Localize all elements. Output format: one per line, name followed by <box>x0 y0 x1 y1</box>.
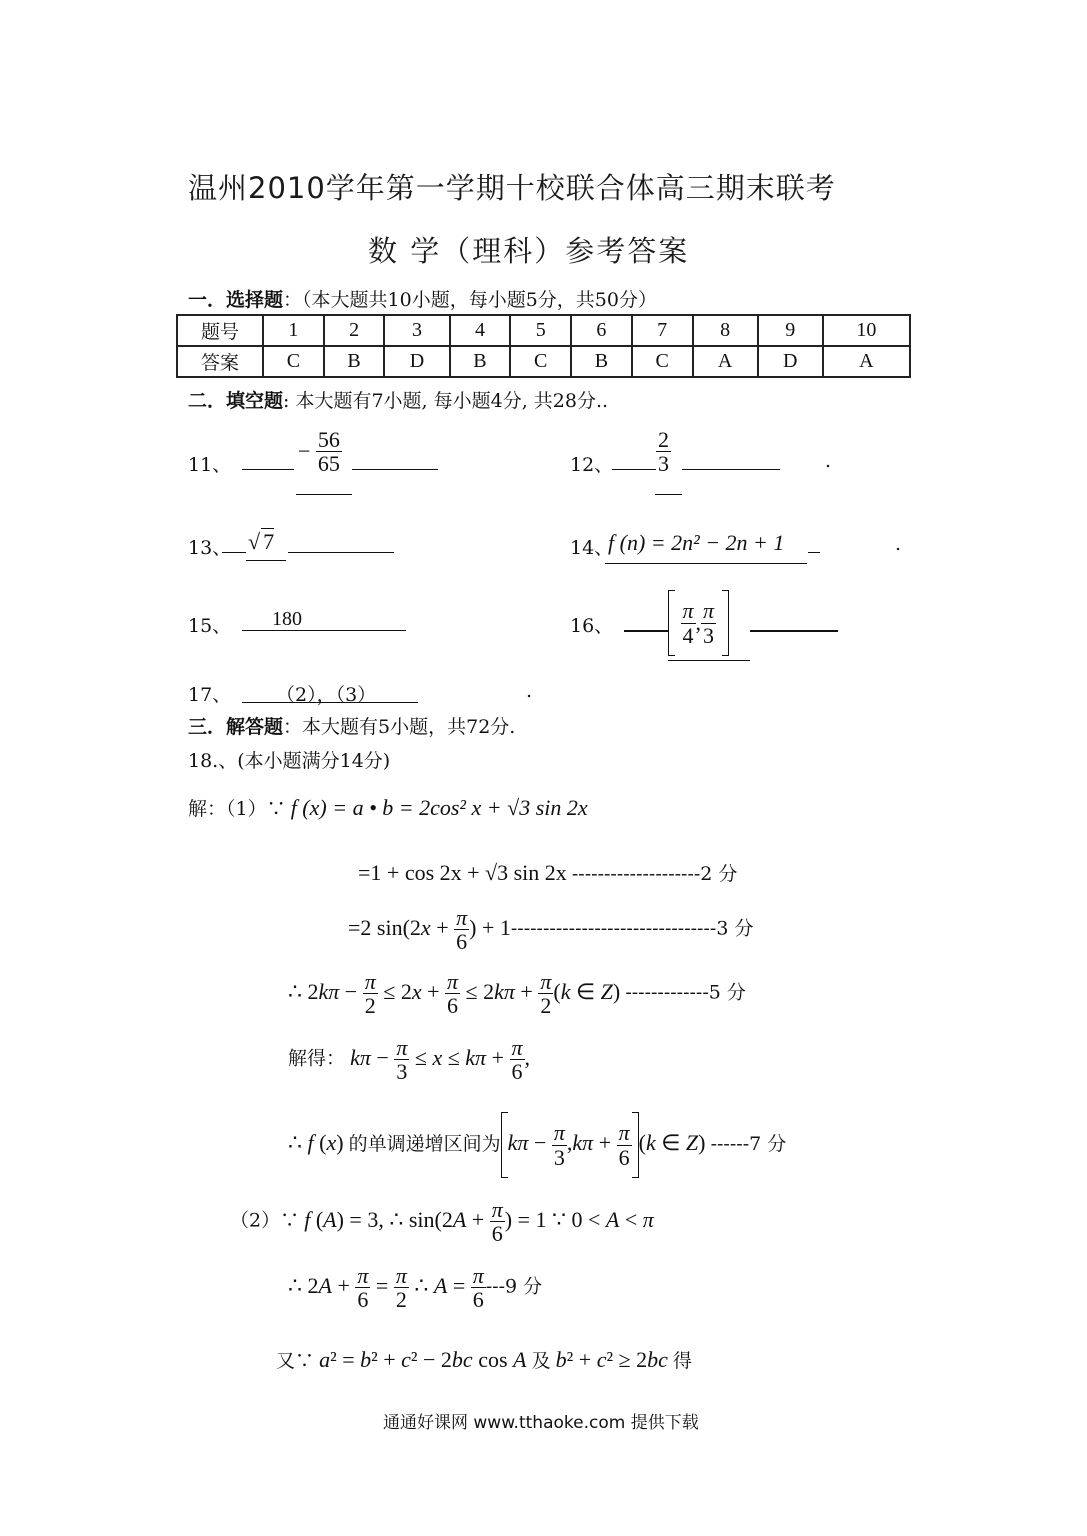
solution-l4-score: -------------5 分 <box>625 981 746 1004</box>
solution-line-3 <box>348 906 753 953</box>
solution-line-2 <box>358 859 737 886</box>
table-cell: 9 <box>758 315 823 346</box>
q12-trail: . <box>825 450 832 472</box>
solution-l6-text: 的单调递增区间为 <box>348 1133 501 1156</box>
q14-underline-right <box>808 552 820 553</box>
q13-underline-under <box>246 560 286 561</box>
section2-note: : 本大题有7小题, 每小题4分, 共28分.. <box>283 390 609 412</box>
q16-underline-under <box>668 660 750 661</box>
q16-underline <box>624 630 668 632</box>
section1-note: ：（本大题共10小题，每小题5分，共50分） <box>283 289 657 311</box>
q11-denominator: 65 <box>317 451 340 477</box>
q16-bracket-right <box>722 590 729 656</box>
q14-underline <box>605 563 807 564</box>
q17-answer: （2），（3） <box>276 684 377 706</box>
solution-l5-prefix: 解得： <box>288 1047 346 1070</box>
q15-answer: 180 <box>272 608 302 630</box>
table-cell: 7 <box>632 315 693 346</box>
q16-a-num: π <box>682 598 694 624</box>
q11-sign: − <box>298 438 311 464</box>
solution-l4-math: ∴ 2kπ − $\frac{\pi}{2}$ ≤ 2x + $\frac{\pi}{6}$ ≤ 2kπ + $\frac{\pi}{2}$ (k ∈ Z) <box>288 969 621 1019</box>
table-cell: 10 <box>823 315 910 346</box>
page-subtitle: 数 学（理科）参考答案 <box>368 234 690 268</box>
table-cell: C <box>263 346 324 377</box>
q11-answer <box>298 428 342 475</box>
q15-number: 15、 <box>188 615 232 637</box>
solution-line-5 <box>288 1036 530 1083</box>
q16-number: 16、 <box>570 615 614 637</box>
solution-l9-end: 得 <box>672 1350 692 1372</box>
q17-underline <box>242 702 418 703</box>
row-label: 答案 <box>177 346 263 377</box>
q12-underline-under <box>655 494 682 495</box>
q13-radicand: 7 <box>263 529 275 554</box>
table-cell: D <box>384 346 449 377</box>
q16-bracket <box>668 590 675 656</box>
sqrt-icon: √ <box>248 529 261 554</box>
q16-frac-b <box>701 599 716 646</box>
solution-l6-lead: ∴ f (x) <box>288 1130 344 1156</box>
table-cell: 8 <box>693 315 758 346</box>
q16-a-den: 4 <box>682 622 694 648</box>
q11-underline-right <box>352 469 438 470</box>
section3-note: ：本大题有5小题，共72分. <box>283 716 516 738</box>
solution-l3-score: --------------------------------3 分 <box>510 917 754 940</box>
solution-line-6 <box>288 1112 786 1178</box>
q13-answer <box>248 528 274 555</box>
solution-l7-math: f (A) = 3, ∴ sin(2A + $\frac{\pi}{6}$ ) = 1 ∵ 0 < A < π <box>304 1197 654 1247</box>
table-row <box>177 346 910 377</box>
solution-l9-math-a: a² = b² + c² − 2bc cos A <box>319 1347 527 1372</box>
table-cell: B <box>324 346 385 377</box>
table-cell: D <box>758 346 823 377</box>
q16-frac-a <box>681 599 696 646</box>
solution-line-8 <box>288 1264 542 1311</box>
section1-heading <box>188 285 657 312</box>
q12-fraction <box>656 428 671 475</box>
row-label: 题号 <box>177 315 263 346</box>
solution-l1-math: f (x) = a • b = 2cos² x + √3 sin 2x <box>290 795 588 820</box>
table-cell: 4 <box>450 315 511 346</box>
q18-header: 18.、(本小题满分14分) <box>188 750 391 772</box>
q16-answer: $\frac{\pi}{4}$ , $\frac{\pi}{3}$ <box>668 590 729 656</box>
q14-answer: f (n) = 2n² − 2n + 1 <box>608 530 785 555</box>
q11-number: 11、 <box>188 454 232 476</box>
q13-underline <box>222 552 246 553</box>
q11-underline <box>242 469 294 470</box>
q16-b-den: 3 <box>703 622 715 648</box>
solution-line-7 <box>230 1198 654 1245</box>
section3-heading <box>188 712 515 739</box>
solution-l5-math: kπ − $\frac{\pi}{3}$ ≤ x ≤ kπ + $\frac{\pi}{6}$ , <box>350 1035 531 1085</box>
table-cell: 6 <box>571 315 632 346</box>
footer-text: 通通好课网 www.tthaoke.com 提供下载 <box>383 1413 699 1433</box>
table-cell: A <box>693 346 758 377</box>
solution-line-4 <box>288 970 746 1017</box>
q11-fraction <box>316 428 342 475</box>
solution-l8-math: ∴ 2A + $\frac{\pi}{6}$ = $\frac{\pi}{2}$ ∴ A = $\frac{\pi}{6}$ <box>288 1263 484 1313</box>
table-cell: B <box>450 346 511 377</box>
solution-l2-score: --------------------2 分 <box>571 863 738 885</box>
q12-underline <box>612 469 656 470</box>
page-title: 温州2010学年第一学期十校联合体高三期末联考 <box>188 171 836 205</box>
table-cell: 1 <box>263 315 324 346</box>
q17-trail: . <box>526 680 533 702</box>
q16-b-num: π <box>703 598 715 624</box>
solution-l7-prefix: （2）∵ <box>230 1209 300 1232</box>
section3-label: 三．解答题 <box>188 716 284 738</box>
table-cell: A <box>823 346 910 377</box>
solution-l6-score: ------7 分 <box>710 1133 787 1156</box>
solution-l1-prefix: 解：（1）∵ <box>188 798 286 820</box>
q11-underline-under <box>296 494 352 495</box>
answer-table <box>176 314 911 378</box>
q13-underline-right <box>288 552 394 553</box>
solution-l2-math: =1 + cos 2x + √3 sin 2x <box>358 860 567 885</box>
solution-l3-math: =2 sin(2x + $\frac{\pi}{6}$ ) + 1 <box>348 905 511 955</box>
solution-line-1 <box>188 794 588 821</box>
table-cell: 5 <box>510 315 571 346</box>
section2-label: 二．填空题 <box>188 390 284 412</box>
q12-answer <box>656 428 671 475</box>
q12-underline-right <box>682 469 780 470</box>
solution-l6-interval: kπ − $\frac{\pi}{3}$ ,kπ + $\frac{\pi}{6}$ (k ∈ Z) <box>501 1130 706 1155</box>
q15-underline <box>242 630 406 631</box>
q17-number: 17、 <box>188 684 232 706</box>
solution-l8-score: ---9 分 <box>485 1275 543 1298</box>
solution-line-9 <box>276 1346 692 1373</box>
q14-trail: . <box>895 533 902 555</box>
section2-heading <box>188 386 608 413</box>
table-cell: C <box>632 346 693 377</box>
q16-underline-right <box>750 630 838 632</box>
q12-numerator: 2 <box>658 427 669 452</box>
q11-numerator: 56 <box>317 427 340 452</box>
table-cell: B <box>571 346 632 377</box>
q14-number: 14、 <box>570 537 614 559</box>
q13-number: 13、 <box>188 537 232 559</box>
solution-l9-prefix: 又∵ <box>276 1350 315 1372</box>
solution-l9-math-b: b² + c² ≥ 2bc <box>555 1347 668 1372</box>
table-cell: 3 <box>384 315 449 346</box>
section1-label: 一．选择题 <box>188 289 284 311</box>
table-cell: 2 <box>324 315 385 346</box>
q12-number: 12、 <box>570 454 614 476</box>
q12-denominator: 3 <box>658 451 669 477</box>
table-row <box>177 315 910 346</box>
solution-l9-mid: 及 <box>531 1350 551 1372</box>
table-cell: C <box>510 346 571 377</box>
